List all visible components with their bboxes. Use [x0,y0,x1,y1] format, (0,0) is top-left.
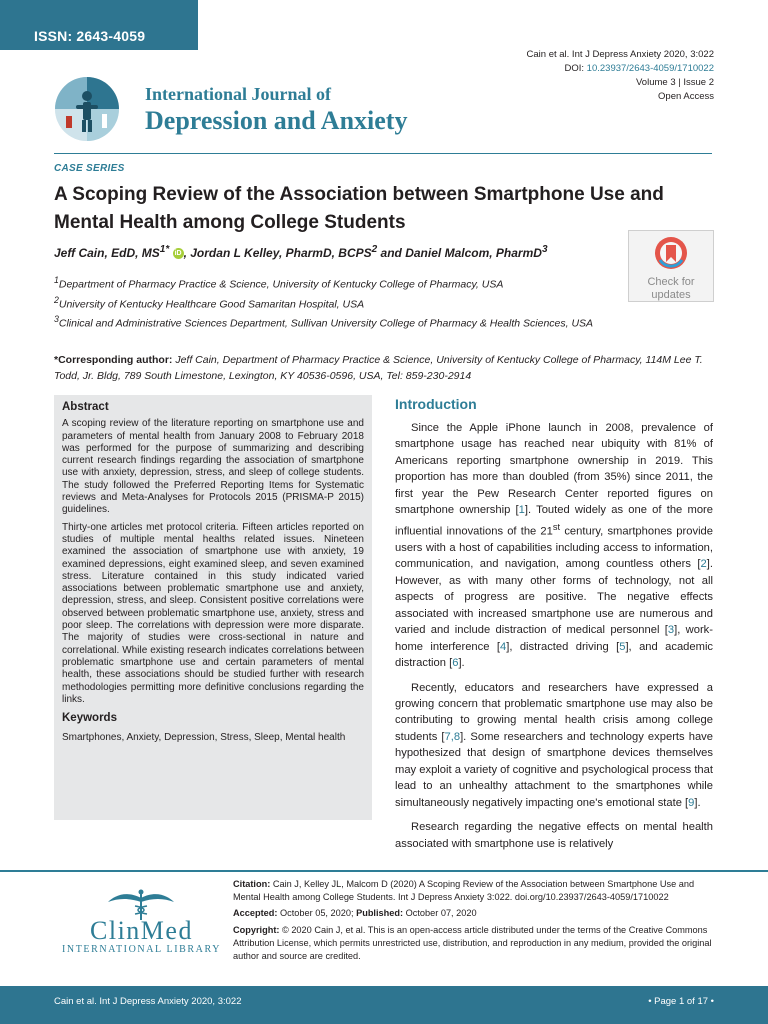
corresponding-label: *Corresponding author: [54,354,173,366]
doi-line: DOI: 10.23937/2643-4059/1710022 [564,63,714,74]
keywords-heading: Keywords [62,712,117,725]
open-access: Open Access [658,91,714,102]
journal-logo [54,76,120,142]
article-title: A Scoping Review of the Association between Smartphone Use and Mental Health among College Students [54,184,664,233]
publisher-logo [54,888,229,968]
abstract-heading: Abstract [62,401,109,413]
citation: Citation: Cain J, Kelley JL, Malcom D (2020) A Scoping Review of the Association between Smartphone Use and Mental Health among College Students. Int J Depress Anxiety 3:022. doi.org/10.23937/2643-4059/1710022 [233,879,695,903]
introduction-body [395,420,713,860]
page-number: • Page 1 of 17 • [648,996,714,1007]
page-footer [0,986,768,1024]
check-updates-line1: Check for [647,276,695,288]
header-rule [54,153,712,154]
publisher-name: ClinMed [90,916,193,945]
journal-name: Depression and Anxiety [145,106,408,135]
corresponding-author: *Corresponding author: Jeff Cain, Department of Pharmacy Practice & Science, University of Kentucky College of Pharmacy, 114M Lee T. Todd, Jr. Bldg, 789 South Limestone, Lexington, KY 40536-0596, USA, Tel: 859-230-2914 [54,354,703,382]
abstract-panel [54,395,372,820]
intro-paragraph-1: Since the Apple iPhone launch in 2008, prevalence of smartphone usage has reached near ubiquity with 81% of Americans reporting smartphone ownership in 2019. This proportion has more than doubled (from 35%) since 2011, the first year the Pew Research Center reported figures on smartphone ownership [1]. Touted widely as one of the more influential innovations of the 21st century, smartphones provide users with a host of capabilities including access to information, communication, and navigation, among countless others [2]. However, as with many other forms of technology, not all aspects of progress are positive. The negative effects associated with increased smartphone use are numerous and varied and include distraction of medical personnel [3], work-home interference [4], distracted driving [5], and academic distraction [6]. [395,422,714,670]
volume-issue: Volume 3 | Issue 2 [636,77,714,88]
ref-link[interactable]: 2 [700,558,707,571]
abstract-paragraph-1: A scoping review of the literature reporting on smartphone use and parameters of mental health from January 2008 to February 2018 was performed for the purpose of summarizing and describing current research findings regarding the association of smartphone use with anxiety, depression, stress, and sleep of college students. The study followed the Preferred Reporting Items for Systematic reviews and Meta-Analyses for Protocols 2015 (PRISMA-P 2015) guidelines. [62,418,364,516]
author-list: Jeff Cain, EdD, $MS^{1*}$ iD , Jordan L Kelley, PharmD, BCPS$^2$ and Daniel Malcom, PharmD$^3$ [54,244,548,260]
author-3: and Daniel Malcom, PharmD [377,246,542,260]
ref-link[interactable]: 7,8 [444,730,461,743]
affiliation-2: $^2$University of Kentucky Healthcare Good Samaritan Hospital, USA [54,295,365,311]
orcid-icon[interactable]: iD [174,250,182,258]
abstract-paragraph-2: Thirty-one articles met protocol criteria. Fifteen articles reported on studies of multiple mental healths related issues. Nineteen examined the association of smartphone use with anxiety, 19 examined depressions, eight examined sleep, and seven examined stress. Literature contained in this study indicated varied associations between problematic smartphone use and anxiety, depression, stress, and sleep. Consistent positive correlations were observed between problematic smartphone use, anxiety, stress and poor sleep. The correlations with depression were more disparate. The majority of studies were cross-sectional in nature and correlational. While existing research indicates correlations between problematic smartphone use and certain parameters of mental health, these associations should be studied further with research methodologies permitting more definitive conclusions regarding the links. [62,521,364,705]
intro-paragraph-3: Research regarding the negative effects on mental health associated with smartphone use is relatively [395,821,713,850]
issn-bar [0,0,198,50]
intro-paragraph-2: Recently, educators and researchers have expressed a growing concern that problematic smartphone use may also be contributing to growing mental health crisis among college students [7,8]. Some researchers and technology experts have hypothesized that design of smartphone devices themselves may exploit a variety of cognitive and psychological process that lead to an unhealthy attachment to the smartphones while simultaneously negatively impacting one's emotional state [9]. [395,681,713,809]
footer-rule [0,870,768,872]
ref-link[interactable]: 1 [518,504,525,517]
article-type: CASE SERIES [54,163,125,174]
doi-link[interactable]: 10.23937/2643-4059/1710022 [586,63,714,74]
footer-citation: Cain et al. Int J Depress Anxiety 2020, 3:022 [54,996,242,1007]
article-meta [527,48,714,104]
author-2: , Jordan L Kelley, PharmD, BCPS [183,246,372,260]
bookmark-icon [654,236,688,270]
ref-link[interactable]: 6 [452,657,459,670]
caduceus-icon [106,888,176,920]
introduction-heading: Introduction [395,396,477,412]
keywords-list: Smartphones, Anxiety, Depression, Stress, Sleep, Mental health [62,732,346,744]
citation-block [233,878,713,966]
dates: Accepted: October 05, 2020; Published: October 07, 2020 [233,908,477,919]
ref-link[interactable]: 5 [619,640,626,653]
affiliation-3: $^3$Clinical and Administrative Sciences Department, Sullivan University College of Pharmacy & Health Sciences, USA [54,314,594,330]
affiliation-1: $^1$Department of Pharmacy Practice & Science, University of Kentucky College of Pharmacy, USA [54,275,504,291]
issn-label: ISSN: 2643-4059 [34,28,146,44]
citation-doi[interactable]: doi.org/10.23937/2643-4059/1710022 [514,892,669,903]
ref-link[interactable]: 9 [688,796,695,809]
check-updates-line2: updates [651,289,691,301]
journal-name-prefix: International Journal of [145,84,332,104]
check-for-updates-badge[interactable] [628,230,714,302]
publisher-library: INTERNATIONAL LIBRARY [61,944,222,955]
ref-link[interactable]: 4 [499,640,507,653]
copyright: Copyright: © 2020 Cain J, et al. This is an open-access article distributed under the terms of the Creative Commons Attribution License, which permits unrestricted use, distribution, and reproduction in any medium, provided the original author and source are credited. [233,924,712,962]
citation-short: Cain et al. Int J Depress Anxiety 2020, 3:022 [526,49,714,60]
author-1: Jeff Cain, EdD, MS [54,246,160,260]
ref-link[interactable]: 3 [667,624,675,637]
